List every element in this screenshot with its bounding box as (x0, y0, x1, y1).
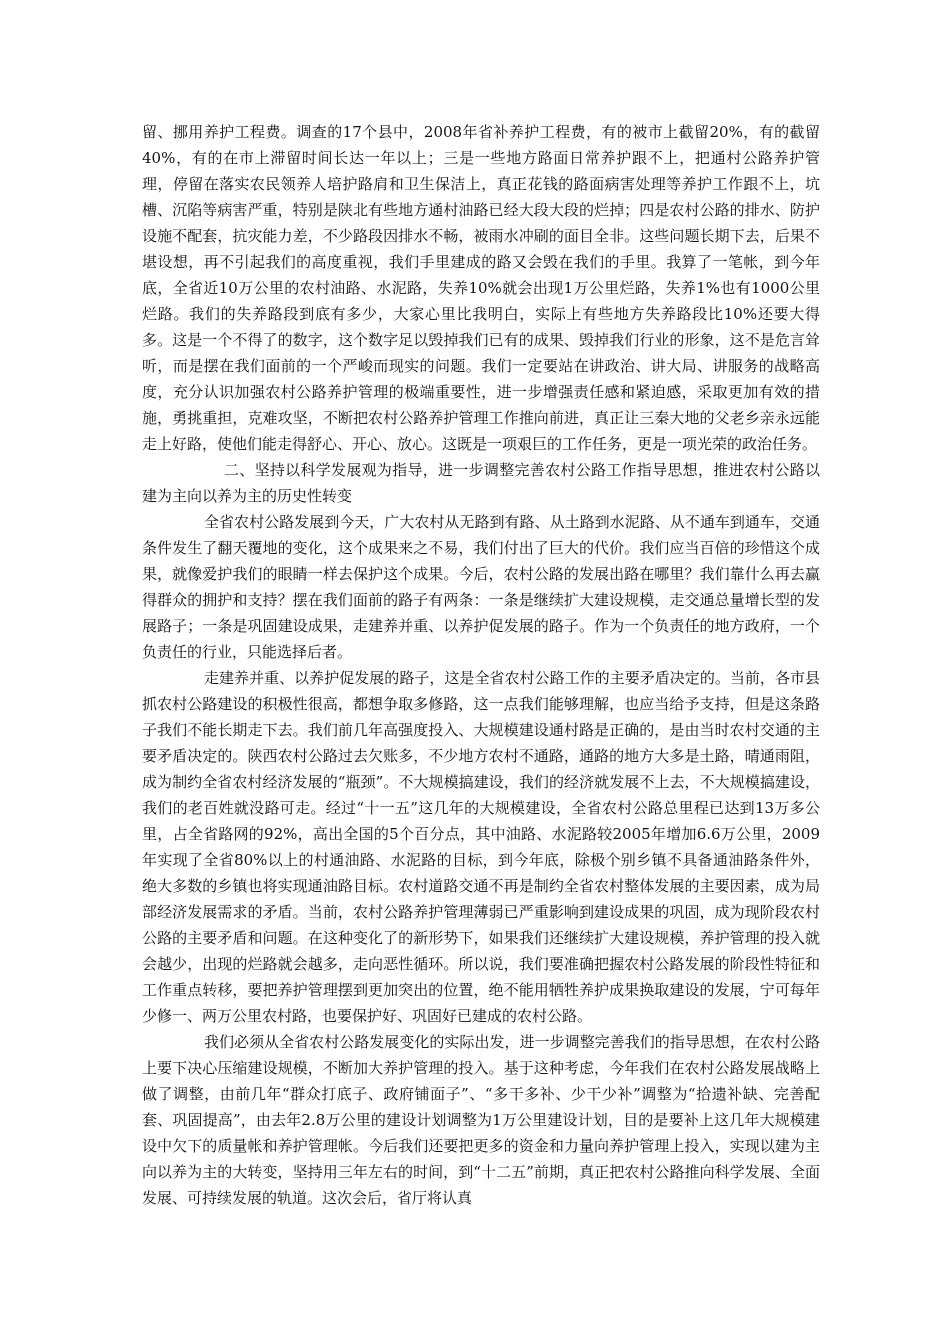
paragraph-main-contradiction: 走建养并重、以养护促发展的路子，这是全省农村公路工作的主要矛盾决定的。当前，各市县抓农村公路建设的积极性很高，都想争取多修路，这一点我们能够理解，也应当给予支持，但是这条路子我们不能长期走下去。我们前几年高强度投入、大规模建设通村路是正确的，是由当时农村交通的主要矛盾决定的。陕西农村公路过去欠账多，不少地方农村不通路，通路的地方大多是土路，晴通雨阻，成为制约全省农村经济发展的“瓶颈”。不大规模搞建设，我们的经济就发展不上去，不大规模搞建设，我们的老百姓就没路可走。经过“十一五”这几年的大规模建设，全省农村公路总里程已达到13万多公里，占全省路网的92%，高出全国的5个百分点，其中油路、水泥路较2005年增加6.6万公里，2009年实现了全省80%以上的村通油路、水泥路的目标，到今年底，除极个别乡镇不具备通油路条件外，绝大多数的乡镇也将实现通油路目标。农村道路交通不再是制约全省农村整体发展的主要因素，成为局部经济发展需求的矛盾。当前，农村公路养护管理薄弱已严重影响到建设成果的巩固，成为现阶段农村公路的主要矛盾和问题。在这种变化了的新形势下，如果我们还继续扩大建设规模，养护管理的投入就会越少，出现的烂路就会越多，走向恶性循环。所以说，我们要准确把握农村公路发展的阶段性特征和工作重点转移，要把养护管理摆到更加突出的位置，绝不能用牺牲养护成果换取建设的发展，宁可每年少修一、两万公里农村路，也要保护好、巩固好已建成的农村公路。 (142, 669, 820, 1025)
document-page (142, 119, 820, 1211)
paragraph-adjust-guidance: 我们必须从全省农村公路发展变化的实际出发，进一步调整完善我们的指导思想，在农村公路上要下决心压缩建设规模，不断加大养护管理的投入。基于这种考虑，今年我们在农村公路发展战略上做了调整，由前几年“群众打底子、政府铺面子”、“多干多补、少干少补”调整为“拾遗补缺、完善配套、巩固提高”，由去年2.8万公里的建设计划调整为1万公里建设计划，目的是要补上这几年大规模建设中欠下的质量帐和养护管理帐。今后我们还要把更多的资金和力量向养护管理上投入，实现以建为主向以养为主的大转变，坚持用三年左右的时间，到“十二五”前期，真正把农村公路推向科学发展、全面发展、可持续发展的轨道。这次会后，省厅将认真 (142, 1033, 820, 1207)
section-heading-two: 二、坚持以科学发展观为指导，进一步调整完善农村公路工作指导思想，推进农村公路以建为主向以养为主的历史性转变 (142, 461, 820, 505)
paragraph-maintenance-problems: 留、挪用养护工程费。调查的17个县中，2008年省补养护工程费，有的被市上截留20%，有的截留40%，有的在市上滞留时间长达一年以上；三是一些地方路面日常养护跟不上，把通村公路养护管理，停留在落实农民领养人培护路肩和卫生保洁上，真正花钱的路面病害处理等养护工作跟不上，坑槽、沉陷等病害严重，特别是陕北有些地方通村油路已经大段大段的烂掉；四是农村公路的排水、防护设施不配套，抗灾能力差，不少路段因排水不畅，被雨水冲刷的面目全非。这些问题长期下去，后果不堪设想，再不引起我们的高度重视，我们手里建成的路又会毁在我们的手里。我算了一笔帐，到今年底，全省近10万公里的农村油路、水泥路，失养10%就会出现1万公里烂路，失养1%也有1000公里烂路。我们的失养路段到底有多少，大家心里比我明白，实际上有些地方失养路段比10%还要大得多。这是一个不得了的数字，这个数字足以毁掉我们已有的成果、毁掉我们行业的形象，这不是危言耸听，而是摆在我们面前的一个严峻而现实的问题。我们一定要站在讲政治、讲大局、讲服务的战略高度，充分认识加强农村公路养护管理的极端重要性，进一步增强责任感和紧迫感，采取更加有效的措施，勇挑重担，克难攻坚，不断把农村公路养护管理工作推向前进，真正让三秦大地的父老乡亲永远能走上好路，使他们能走得舒心、开心、放心。这既是一项艰巨的工作任务，更是一项光荣的政治任务。 (142, 123, 820, 453)
paragraph-cherish-results: 全省农村公路发展到今天，广大农村从无路到有路、从土路到水泥路、从不通车到通车，交通条件发生了翻天覆地的变化，这个成果来之不易，我们付出了巨大的代价。我们应当百倍的珍惜这个成果，就像爱护我们的眼睛一样去保护这个成果。今后，农村公路的发展出路在哪里？我们靠什么再去赢得群众的拥护和支持？摆在我们面前的路子有两条：一条是继续扩大建设规模，走交通总量增长型的发展路子；一条是巩固建设成果，走建养并重、以养护促发展的路子。作为一个负责任的地方政府，一个负责任的行业，只能选择后者。 (142, 513, 820, 661)
